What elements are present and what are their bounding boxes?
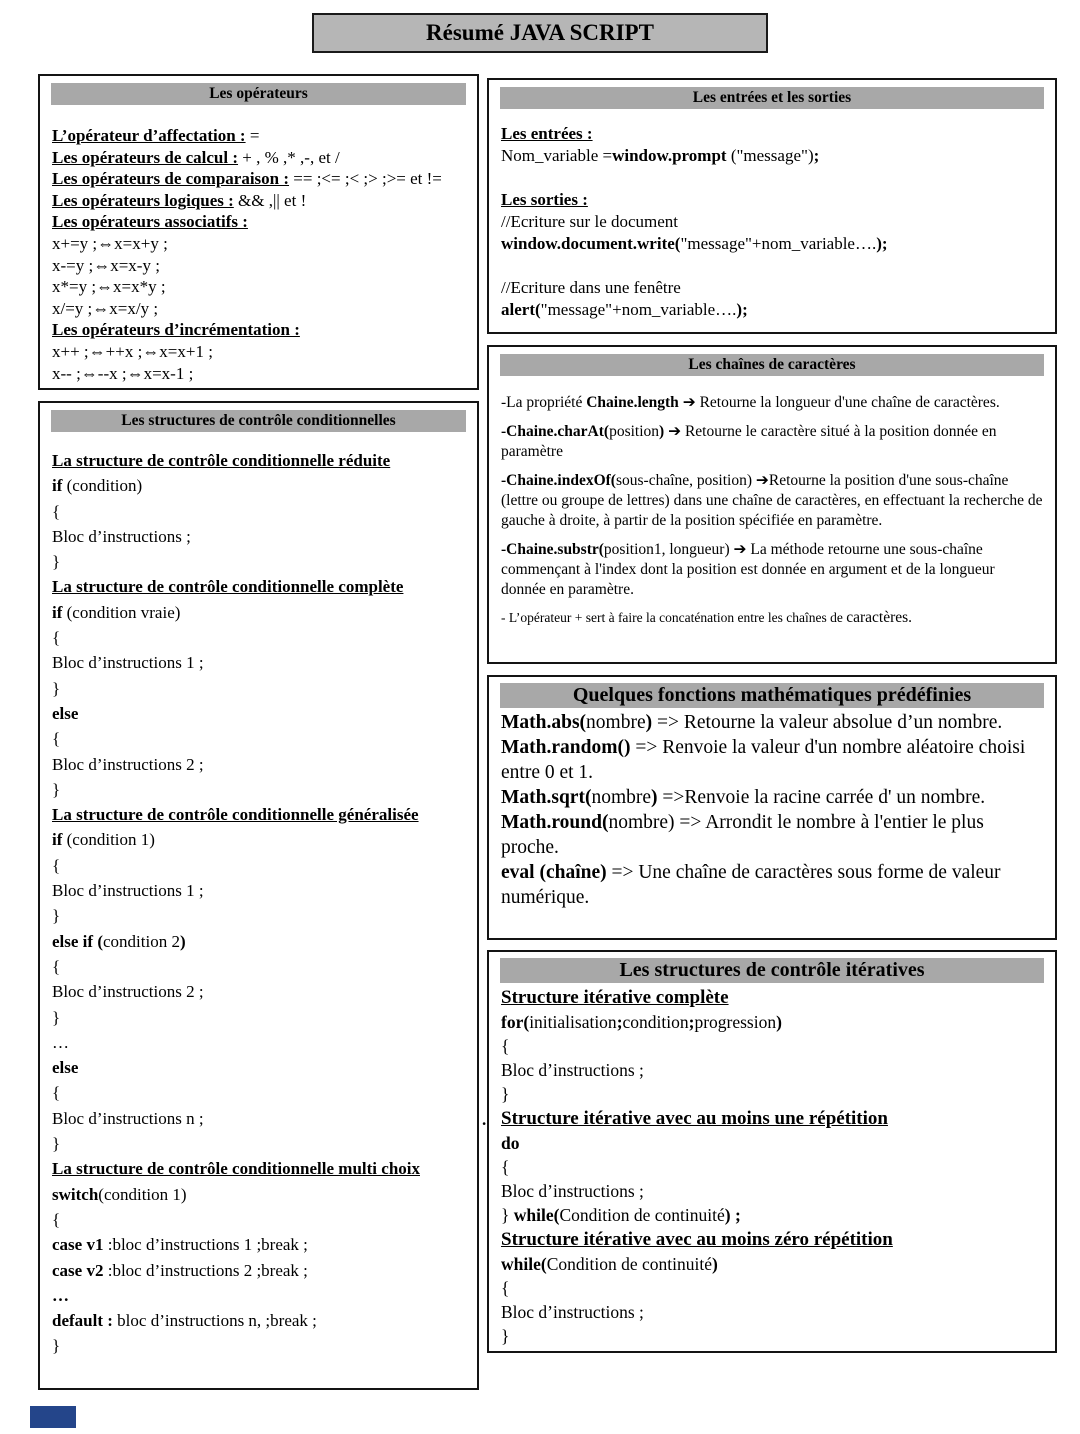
section-iterative-structures: [487, 950, 1057, 1353]
text-segment: :bloc d’instructions 2 ;break ;: [103, 1260, 308, 1280]
text-segment: while(: [513, 1205, 560, 1225]
section-strings-body: [489, 376, 1055, 628]
section-iterative-structures-header: Les structures de contrôle itératives: [500, 958, 1044, 983]
text-segment: initialisation: [529, 1012, 617, 1032]
text-segment: Retourne le caractère situé à la position donnée en paramètre: [501, 423, 997, 460]
text-line: [501, 233, 1043, 255]
paragraph: [501, 539, 1043, 600]
text-segment: //Ecriture dans une fenêtre: [501, 278, 681, 297]
text-segment: Bloc d’instructions ;: [52, 526, 191, 546]
arrow-right-icon: ➔: [733, 540, 747, 558]
text-segment: {: [501, 1157, 510, 1177]
text-line: [52, 448, 465, 473]
text-line: [501, 1300, 1043, 1324]
text-segment: Structure itérative avec au moins une répétition: [501, 1108, 888, 1129]
text-line: [52, 1283, 465, 1308]
text-segment: "message"+nom_variable….: [540, 300, 737, 319]
text-line: [52, 802, 465, 827]
text-line: [501, 985, 1043, 1010]
text-segment: x+=y ;⇔x=x+y ;: [52, 233, 168, 253]
text-segment: //Ecriture sur le document: [501, 212, 679, 231]
text-segment: (condition vraie): [62, 602, 181, 622]
text-segment: for(: [501, 1012, 530, 1032]
text-segment: else: [52, 1058, 79, 1078]
text-segment: Math.abs(: [501, 712, 587, 733]
text-segment: x*=y ;⇔x=x*y ;: [52, 277, 166, 297]
text-segment: nombre: [608, 812, 669, 833]
text-segment: }: [501, 1326, 510, 1346]
text-line: [52, 1258, 465, 1283]
text-segment: if: [52, 830, 63, 850]
text-segment: - L’opérateur + sert à faire la concaténation entre les chaînes de: [501, 610, 847, 625]
text-segment: Les opérateurs logiques :: [52, 190, 234, 210]
text-line: [501, 1034, 1043, 1058]
text-segment: else if (: [52, 931, 103, 951]
text-line: [52, 726, 465, 751]
text-segment: );: [736, 300, 748, 319]
text-line: [52, 233, 465, 255]
text-segment: if: [52, 602, 63, 622]
arrow-right-icon: ➔: [668, 422, 682, 440]
text-segment: (condition 1): [98, 1184, 187, 1204]
text-segment: condition 2: [102, 931, 180, 951]
section-iterative-structures-body: [489, 983, 1055, 1348]
paragraph: [501, 860, 1045, 910]
arrow-right-icon: ➔: [682, 393, 696, 411]
text-line: [501, 1203, 1043, 1227]
text-line: [52, 211, 465, 233]
text-line: [501, 1131, 1043, 1155]
text-segment: ): [711, 1254, 718, 1274]
text-line: [52, 1005, 465, 1030]
text-segment: =: [245, 126, 260, 145]
text-line: [52, 979, 465, 1004]
text-segment: ("message"): [730, 146, 814, 165]
text-segment: x++ ;⇔++x ;⇔x=x+1 ;: [52, 341, 213, 361]
text-segment: La structure de contrôle conditionnelle réduite: [52, 451, 391, 470]
text-line: [52, 549, 465, 574]
text-segment: Les opérateurs d’incrémentation :: [52, 320, 300, 340]
text-segment: progression: [694, 1012, 777, 1032]
text-segment: Les sorties :: [501, 190, 588, 209]
section-inputs-outputs: [487, 78, 1057, 334]
text-segment: (condition 1): [62, 830, 155, 850]
text-segment: Les opérateurs associatifs :: [52, 212, 248, 232]
text-line: [52, 255, 465, 277]
text-line: [52, 1080, 465, 1105]
text-segment: }: [501, 1084, 510, 1104]
text-line: [501, 1082, 1043, 1106]
text-line: [52, 1055, 465, 1080]
section-math-functions-body: [489, 708, 1055, 910]
text-line: [52, 499, 465, 524]
text-line: [501, 211, 1043, 233]
text-line: [52, 1156, 465, 1181]
text-segment: L’opérateur d’affectation :: [52, 126, 246, 145]
arrow-right-icon: ➔: [755, 471, 769, 489]
text-line: [52, 298, 465, 320]
text-line: [52, 574, 465, 599]
text-segment: ): [645, 712, 653, 733]
section-operators-header: Les opérateurs: [51, 83, 466, 105]
text-segment: if: [52, 476, 63, 496]
text-segment: else: [52, 703, 79, 723]
text-line: [501, 1010, 1043, 1034]
text-line: [52, 524, 465, 549]
text-segment: {: [52, 1209, 61, 1229]
text-segment: Math.sqrt(: [501, 787, 592, 808]
text-segment: switch: [52, 1184, 99, 1204]
paragraph: [501, 785, 1045, 810]
text-segment: Bloc d’instructions n ;: [52, 1108, 204, 1128]
text-segment: ;: [813, 146, 820, 165]
text-line: [52, 600, 465, 625]
text-segment: (condition): [62, 476, 143, 496]
section-strings-header: Les chaînes de caractères: [500, 354, 1044, 376]
text-segment: ;: [688, 1012, 695, 1032]
text-segment: -La propriété: [501, 394, 587, 411]
section-operators: [38, 74, 479, 390]
text-line: [52, 363, 465, 385]
text-segment: condition: [622, 1012, 689, 1032]
text-segment: Bloc d’instructions ;: [501, 1302, 644, 1322]
text-segment: -Chaine.indexOf(: [501, 472, 616, 489]
text-segment: x-- ;⇔--x ;⇔x=x-1 ;: [52, 363, 194, 383]
text-segment: Bloc d’instructions ;: [501, 1181, 644, 1201]
text-segment: nombre: [586, 712, 646, 733]
text-segment: }: [52, 678, 61, 698]
text-line: [52, 319, 465, 341]
text-segment: Chaine.length: [586, 394, 679, 411]
text-segment: => Arrondit le nombre à l'entier le plus proche.: [501, 812, 984, 858]
text-segment: && ,|| et !: [233, 190, 307, 210]
text-segment: :bloc d’instructions 1 ;break ;: [103, 1235, 308, 1255]
text-line: [52, 1106, 465, 1131]
text-line: [52, 1232, 465, 1257]
text-segment: alert(: [501, 300, 541, 319]
text-line: [52, 1030, 465, 1055]
text-line: [52, 168, 465, 190]
text-segment: window.document.write(: [501, 234, 681, 253]
text-line: [52, 276, 465, 298]
text-segment: }: [52, 1336, 61, 1356]
text-line: [52, 190, 465, 212]
text-segment: => Une chaîne de caractères sous forme de valeur numérique.: [501, 862, 1001, 908]
text-segment: {: [52, 855, 61, 875]
section-inputs-outputs-body: [489, 109, 1055, 321]
paragraph: [501, 392, 1043, 413]
text-segment: Les opérateurs de comparaison :: [52, 169, 290, 189]
text-segment: do: [501, 1133, 520, 1153]
section-conditional-structures-body: [40, 432, 477, 1359]
text-segment: position: [609, 423, 660, 440]
section-operators-body: [40, 105, 477, 384]
paragraph: [501, 608, 1043, 628]
text-segment: Bloc d’instructions 2 ;: [52, 982, 204, 1002]
text-segment: Structure itérative complète: [501, 987, 729, 1008]
text-segment: ): [776, 1012, 782, 1032]
text-segment: …: [52, 1285, 69, 1305]
text-segment: Condition de continuité: [546, 1254, 712, 1274]
text-segment: ;: [616, 1012, 623, 1032]
text-segment: == ;<= ;< ;> ;>= et !=: [289, 169, 442, 189]
text-segment: window.prompt: [612, 146, 731, 165]
text-segment: sous-chaîne, position): [615, 472, 756, 489]
paragraph: [501, 710, 1045, 735]
text-line: [501, 1058, 1043, 1082]
text-segment: + , % ,* ,-, et /: [238, 147, 340, 167]
text-segment: );: [876, 234, 888, 253]
paragraph: [501, 470, 1043, 531]
text-segment: x-=y ;⇔x=x-y ;: [52, 255, 160, 275]
text-segment: Bloc d’instructions 1 ;: [52, 881, 204, 901]
paragraph: [501, 421, 1043, 462]
text-segment: while(: [501, 1254, 547, 1274]
text-segment: {: [501, 1036, 510, 1056]
text-line: [501, 1276, 1043, 1300]
section-math-functions: [487, 675, 1057, 940]
text-segment: Nom_variable =: [501, 146, 613, 165]
text-segment: La structure de contrôle conditionnelle complète: [52, 577, 404, 597]
text-line: [52, 701, 465, 726]
text-segment: -Chaine.charAt(: [501, 423, 610, 440]
text-line: [501, 1106, 1043, 1131]
text-line: [52, 473, 465, 498]
text-line: [52, 777, 465, 802]
text-segment: -Chaine.substr(: [501, 541, 604, 558]
text-segment: La structure de contrôle conditionnelle généralisée: [52, 805, 419, 825]
text-segment: {: [501, 1278, 510, 1298]
text-line: [52, 147, 465, 169]
text-segment: ): [668, 812, 675, 833]
text-line: [501, 299, 1043, 321]
text-segment: bloc d’instructions n, ;break ;: [112, 1311, 317, 1331]
text-segment: {: [52, 1083, 61, 1103]
text-segment: x/=y ;⇔x=x/y ;: [52, 298, 159, 318]
text-segment: Bloc d’instructions 2 ;: [52, 754, 204, 774]
text-segment: ) ;: [724, 1205, 741, 1225]
text-segment: La méthode retourne une sous-chaîne commençant à l'index dont la position est donnée en argument et de la longueur donnée en paramètre.: [501, 541, 995, 598]
text-line: [501, 1252, 1043, 1276]
text-line: [501, 167, 1043, 189]
text-segment: caractères.: [846, 609, 913, 626]
text-line: [52, 1207, 465, 1232]
text-segment: }: [501, 1205, 514, 1225]
text-segment: "message"+nom_variable….: [680, 234, 877, 253]
text-line: [501, 255, 1043, 277]
text-segment: => Renvoie la valeur d'un nombre aléatoire choisi entre 0 et 1.: [501, 737, 1026, 783]
text-segment: position1, longueur): [603, 541, 734, 558]
text-line: [52, 853, 465, 878]
text-segment: ): [179, 931, 186, 951]
text-segment: =>Renvoie la racine carrée d' un nombre.: [657, 787, 986, 808]
section-conditional-structures-header: Les structures de contrôle conditionnelles: [51, 410, 466, 432]
text-segment: La structure de contrôle conditionnelle multi choix: [52, 1159, 420, 1179]
text-line: [52, 625, 465, 650]
text-segment: {: [52, 729, 61, 749]
text-line: [501, 1227, 1043, 1252]
text-line: [501, 277, 1043, 299]
text-line: [52, 1182, 465, 1207]
text-segment: eval (chaîne): [501, 862, 607, 883]
text-line: [501, 123, 1043, 145]
text-segment: Bloc d’instructions 1 ;: [52, 653, 204, 673]
text-segment: }: [52, 906, 61, 926]
text-line: [501, 1324, 1043, 1348]
text-segment: case v2: [52, 1260, 104, 1280]
text-segment: …: [52, 1032, 69, 1052]
text-line: [52, 341, 465, 363]
text-line: [52, 125, 465, 147]
text-segment: case v1: [52, 1235, 104, 1255]
text-segment: Bloc d’instructions ;: [501, 1060, 644, 1080]
paragraph: [501, 735, 1045, 785]
text-line: [52, 954, 465, 979]
text-segment: nombre: [591, 787, 652, 808]
text-line: [501, 145, 1043, 167]
text-segment: ): [659, 423, 665, 440]
text-line: [52, 903, 465, 928]
document-title: Résumé JAVA SCRIPT: [426, 20, 654, 45]
section-conditional-structures: [38, 401, 479, 1390]
text-segment: {: [52, 501, 61, 521]
text-line: [52, 752, 465, 777]
text-line: [52, 929, 465, 954]
text-segment: => Retourne la valeur absolue d’un nombre.: [652, 712, 1003, 733]
text-segment: Structure itérative avec au moins zéro répétition: [501, 1229, 893, 1250]
text-segment: Math.round(: [501, 812, 609, 833]
text-segment: Retourne la position d'une sous-chaîne (lettre ou groupe de lettres) dans une chaîne de caractères, en effectuant la recherche de gauche à droite, à partir de la position spécifiée en paramètre.: [501, 472, 1043, 529]
text-segment: Retourne la longueur d'une chaîne de caractères.: [695, 394, 1000, 411]
document-title-box: [312, 13, 768, 53]
text-segment: }: [52, 552, 61, 572]
text-line: [52, 1131, 465, 1156]
text-line: [501, 189, 1043, 211]
text-segment: }: [52, 779, 61, 799]
paragraph: [501, 810, 1045, 860]
stray-dot-artifact: .: [482, 1110, 487, 1129]
text-line: [52, 676, 465, 701]
scan-artifact-mark: [30, 1406, 76, 1428]
text-segment: ): [651, 787, 658, 808]
section-strings: [487, 345, 1057, 664]
text-line: [52, 1333, 465, 1358]
text-segment: Les opérateurs de calcul :: [52, 147, 239, 167]
text-segment: default :: [52, 1311, 113, 1331]
text-segment: Les entrées :: [501, 124, 593, 143]
text-line: [52, 1308, 465, 1333]
text-segment: {: [52, 628, 61, 648]
text-segment: Math.random(): [501, 737, 631, 758]
text-segment: }: [52, 1134, 61, 1154]
text-line: [501, 1179, 1043, 1203]
text-line: [501, 1155, 1043, 1179]
text-line: [52, 878, 465, 903]
text-line: [52, 827, 465, 852]
text-segment: }: [52, 1007, 61, 1027]
text-segment: Condition de continuité: [559, 1205, 725, 1225]
text-segment: {: [52, 956, 61, 976]
text-line: [52, 650, 465, 675]
section-math-functions-header: Quelques fonctions mathématiques prédéfinies: [500, 683, 1044, 708]
section-inputs-outputs-header: Les entrées et les sorties: [500, 87, 1044, 109]
